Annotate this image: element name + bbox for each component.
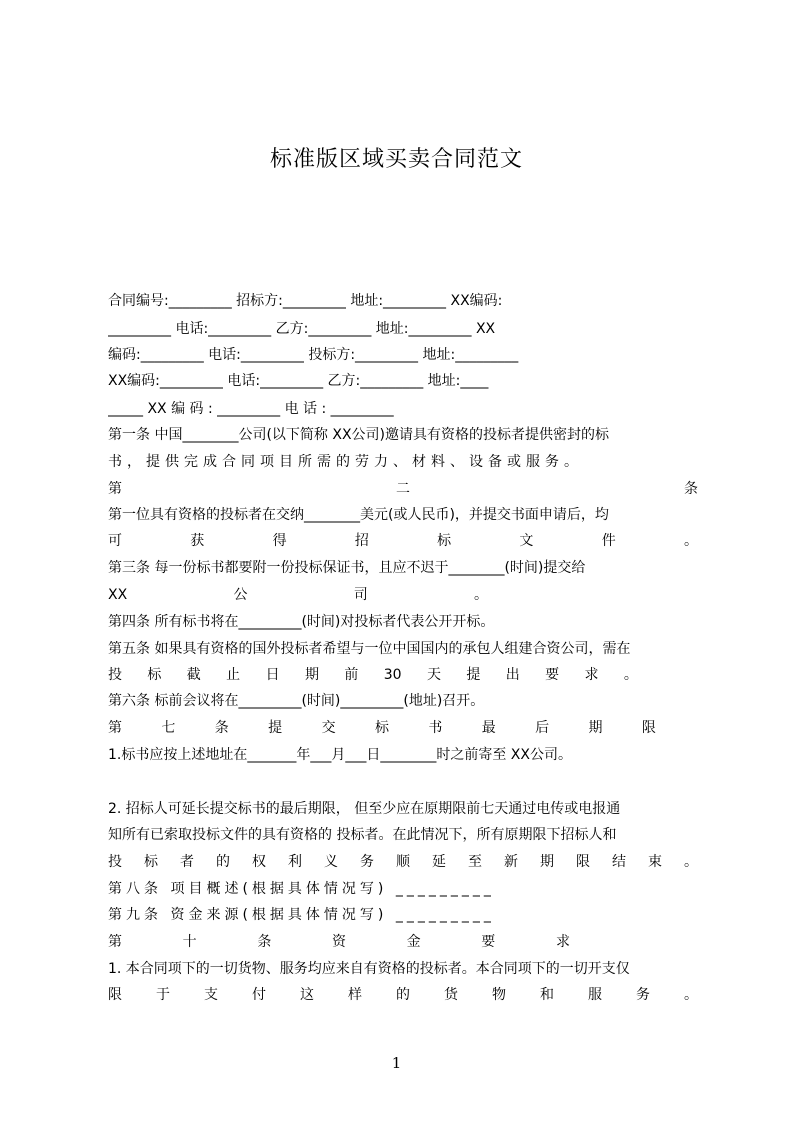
doc-line-15 xyxy=(108,664,638,686)
doc-line-14: 第五条 如果具有资格的国外投标者希望与一位中国国内的承包人组建合资公司，需在 xyxy=(108,641,631,657)
word: 要 xyxy=(545,667,560,683)
word: 标 xyxy=(144,854,158,870)
doc-line-19: 2. 招标人可延长提交标书的最后期限， 但至少应在原期限前七天通过电传或电报通 xyxy=(108,801,621,817)
word: 标 xyxy=(437,533,452,549)
word: 。 xyxy=(473,587,488,603)
word: 司 xyxy=(353,587,368,603)
word: 和 xyxy=(540,987,554,1003)
doc-line-26 xyxy=(108,984,698,1006)
doc-line-6: 第一条 中国________公司(以下简称 XX公司)邀请具有资格的投标者提供密封的标 xyxy=(108,427,610,443)
word: 。 xyxy=(684,987,698,1003)
word: 条 xyxy=(214,720,229,736)
doc-line-8 xyxy=(108,478,698,500)
word: 投 xyxy=(108,667,122,683)
doc-line-17 xyxy=(108,717,656,739)
word: 结 xyxy=(612,854,626,870)
word: 提 xyxy=(268,720,283,736)
doc-line-21 xyxy=(108,851,698,873)
word: 。 xyxy=(684,854,698,870)
word: 金 xyxy=(406,934,421,950)
word: 求 xyxy=(555,934,570,950)
word: 文 xyxy=(519,533,534,549)
word: 新 xyxy=(504,854,518,870)
word: 十 xyxy=(182,934,197,950)
doc-line-25: 1. 本合同项下的一切货物、服务均应来自有资格的投标者。本合同项下的一切开支仅 xyxy=(108,961,630,977)
word: 资 xyxy=(331,934,346,950)
word: 务 xyxy=(360,854,374,870)
word: 书 xyxy=(428,720,443,736)
word: 第 xyxy=(108,720,122,736)
word: 得 xyxy=(272,533,287,549)
doc-line-3: 编码:_________ 电话:_________ 投标方:_________ 地址:_________ xyxy=(108,347,519,363)
word: 。 xyxy=(683,533,698,549)
word: 至 xyxy=(468,854,482,870)
word: 权 xyxy=(252,854,266,870)
doc-line-24 xyxy=(108,931,570,953)
word: 服 xyxy=(588,987,602,1003)
word: 求 xyxy=(584,667,599,683)
word: 期 xyxy=(304,667,319,683)
word: 前 xyxy=(344,667,359,683)
word: 的 xyxy=(216,854,230,870)
word: 标 xyxy=(374,720,389,736)
word: 七 xyxy=(161,720,176,736)
word: 标 xyxy=(147,667,162,683)
word: 义 xyxy=(324,854,338,870)
word: 公 xyxy=(233,587,248,603)
word: 限 xyxy=(108,987,122,1003)
word: 这 xyxy=(300,987,314,1003)
word: 件 xyxy=(601,533,616,549)
word: 第 xyxy=(108,481,122,497)
word: 日 xyxy=(265,667,280,683)
word: 二 xyxy=(396,481,410,497)
word: 样 xyxy=(348,987,362,1003)
word: 于 xyxy=(156,987,170,1003)
doc-line-9: 第一位具有资格的投标者在交纳________美元(或人民币)，并提交书面申请后，均 xyxy=(108,507,609,523)
word: 后 xyxy=(535,720,550,736)
word: 条 xyxy=(257,934,272,950)
word: 30 xyxy=(383,667,402,683)
doc-line-1: 合同编号:_________ 招标方:_________ 地址:_________ XX编码: xyxy=(108,293,503,309)
word: 可 xyxy=(108,533,122,549)
word: 交 xyxy=(321,720,336,736)
word: 顺 xyxy=(396,854,410,870)
word: 利 xyxy=(288,854,302,870)
word: 天 xyxy=(426,667,441,683)
word: 束 xyxy=(648,854,662,870)
word: 的 xyxy=(396,987,410,1003)
doc-line-12 xyxy=(108,584,488,606)
doc-line-4: XX编码:_________ 电话:_________ 乙方:_________ 地址:____ xyxy=(108,373,489,389)
word: 出 xyxy=(505,667,520,683)
word: 限 xyxy=(641,720,656,736)
word: 期 xyxy=(588,720,603,736)
word: 物 xyxy=(492,987,506,1003)
doc-line-23: 第九条 资金来源(根据具体情况写) _________ xyxy=(108,907,495,923)
doc-line-13: 第四条 所有标书将在_________(时间)对投标者代表公开开标。 xyxy=(108,614,495,630)
word: 获 xyxy=(190,533,205,549)
word: 最 xyxy=(481,720,496,736)
doc-line-18: 1.标书应按上述地址在_______年___月___日________时之前寄至 XX公司。 xyxy=(108,747,572,763)
doc-line-16: 第六条 标前会议将在_________(时间)_________(地址)召开。 xyxy=(108,693,485,709)
word: 止 xyxy=(226,667,241,683)
word: 。 xyxy=(623,667,638,683)
word: 货 xyxy=(444,987,458,1003)
word: 延 xyxy=(432,854,446,870)
word: 条 xyxy=(684,481,698,497)
doc-line-10 xyxy=(108,530,698,552)
word: 第 xyxy=(108,934,122,950)
word: 招 xyxy=(354,533,369,549)
word: 截 xyxy=(186,667,201,683)
word: 要 xyxy=(481,934,496,950)
word: 支 xyxy=(204,987,218,1003)
word: 付 xyxy=(252,987,266,1003)
doc-line-7: 书，提供完成合同项目所需的劳力、材料、设备或服务。 xyxy=(108,454,583,470)
word: 提 xyxy=(466,667,481,683)
doc-line-11: 第三条 每一份标书都要附一份投标保证书，且应不迟于________(时间)提交给 xyxy=(108,560,586,576)
doc-line-2: _________ 电话:_________ 乙方:_________ 地址:_________ XX xyxy=(108,321,496,337)
word: 者 xyxy=(180,854,194,870)
word: 务 xyxy=(636,987,650,1003)
doc-line-20: 知所有已索取投标文件的具有资格的 投标者。在此情况下，所有原期限下招标人和 xyxy=(108,827,617,843)
page-title: 标准版区域买卖合同范文 xyxy=(269,147,523,172)
word: XX xyxy=(108,587,128,603)
page-number: 1 xyxy=(391,1054,402,1072)
word: 投 xyxy=(108,854,122,870)
doc-line-5: _____ XX 编 码 : _________ 电 话 : _________ xyxy=(108,401,394,417)
doc-line-22: 第八条 项目概述(根据具体情况写) _________ xyxy=(108,881,495,897)
word: 期 xyxy=(540,854,554,870)
word: 限 xyxy=(576,854,590,870)
